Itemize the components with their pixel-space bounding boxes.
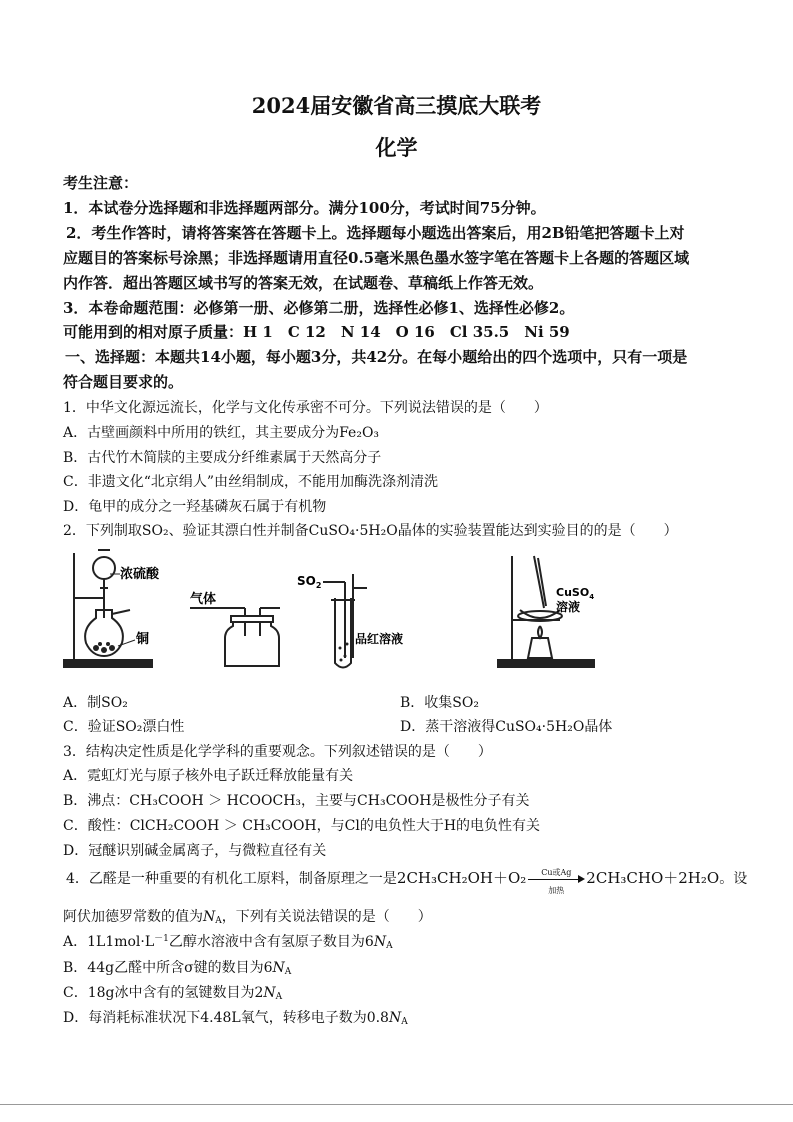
q4-option-b: [63, 958, 291, 978]
q2-a-text: A．制: [63, 695, 102, 711]
gt-sign: ＞: [219, 818, 243, 834]
ch3cooh-formula: CH₃COOH: [357, 793, 432, 809]
clch2cooh-formula: ClCH₂COOH: [129, 818, 220, 834]
page-bottom-rule: [0, 1104, 793, 1105]
notice-item-1: 1．本试卷分选择题和非选择题两部分。满分100分，考试时间75分钟。: [63, 199, 546, 217]
notice-heading: 考生注意：: [63, 174, 139, 192]
q2-stem-mid: 、验证其漂白性并制备: [168, 523, 309, 539]
fe2o3-formula: Fe₂O₃: [339, 425, 380, 441]
q3-option-d: D．冠醚识别碱金属离子，与微粒直径有关: [63, 843, 327, 859]
apparatus-b-figure: [185, 548, 285, 673]
notice-item-2-cont2: 内作答．超出答题区域书写的答案无效，在试题卷、草稿纸上作答无效。: [63, 274, 544, 292]
test-tube: [335, 598, 351, 668]
subject-title: 化学: [375, 135, 418, 160]
stand-base-d: [498, 660, 594, 667]
na-sub: A: [215, 916, 222, 926]
q3-b-pre: B．沸点：: [63, 793, 130, 809]
q4-line2-pre: 阿伏加德罗常数的值为: [63, 909, 203, 925]
q4-stem-post: 。设: [719, 871, 748, 887]
alcohol-lamp: [528, 638, 552, 658]
section-heading-cont: 符合题目要求的。: [63, 373, 184, 391]
label-cuso4: CuSO$_4$: [556, 586, 595, 601]
ch3cooh-formula: CH₃COOH: [129, 793, 204, 809]
atomic-masses: 可能用到的相对原子质量：H 1 C 12 N 14 O 16 Cl 35.5 Ni 59: [63, 323, 570, 341]
arrow-catalyst: Cu或Ag: [541, 868, 572, 877]
q3-b-post: 是极性分子有关: [431, 793, 530, 809]
label-so2-text: SO: [297, 574, 316, 588]
q4-stem: [66, 868, 748, 895]
label-solution: 溶液: [556, 600, 581, 614]
q2-option-d: [400, 717, 612, 737]
so2-formula: SO₂: [452, 695, 479, 711]
label-pinhong: 品红溶液: [355, 632, 404, 646]
q4-b-pre: B．44g乙醛中所含σ键的数目为6: [63, 960, 273, 976]
reaction-right: 2CH₃CHO＋2H₂O: [586, 869, 720, 887]
na-sub: A: [275, 992, 283, 1002]
q2-d-post: 晶体: [584, 719, 613, 735]
q1-a-text: A．古壁画颜料中所用的铁红，其主要成分为: [63, 425, 340, 441]
q2-option-b: [400, 693, 479, 713]
section-heading: 一、选择题：本题共14小题，每小题3分，共42分。在每小题给出的四个选项中，只有一项是: [65, 348, 688, 366]
arrow-line: [528, 879, 580, 880]
q2-d-pre: D．蒸干溶液得: [400, 719, 496, 735]
q2-stem-pre: 2．下列制取: [63, 523, 142, 539]
gas-bottle: [225, 620, 279, 666]
label-copper: 铜: [136, 632, 150, 647]
apparatus-c-figure: [295, 548, 404, 673]
label-gas: 气体: [190, 592, 217, 607]
q4-stem-line2: [63, 907, 432, 927]
exam-title: 2024届安徽省高三摸底大联考: [251, 93, 542, 118]
q2-c-post: 漂白性: [142, 719, 185, 735]
dropping-funnel: [93, 557, 115, 579]
q4-option-d: [63, 1008, 408, 1028]
q3-stem: 3．结构决定性质是化学学科的重要观念。下列叙述错误的是（ ）: [63, 744, 492, 760]
label-conc-acid: 浓硫酸: [120, 567, 160, 582]
q4-d-pre: D．每消耗标准状况下4.48L氧气，转移电子数为0.8: [63, 1010, 389, 1026]
so2-formula: SO₂: [101, 695, 128, 711]
q1-option-d: D．龟甲的成分之一羟基磷灰石属于有机物: [63, 499, 327, 515]
cuso4-formula: CuSO₄·5H₂O: [495, 719, 585, 735]
label-cuso4-text: CuSO: [556, 586, 590, 599]
q3-option-b: [63, 791, 529, 811]
stand-base: [64, 660, 152, 667]
na-symbol: N: [388, 1010, 402, 1026]
q2-stem: [63, 521, 678, 541]
q2-c-pre: C．验证: [63, 719, 116, 735]
q2-option-c: [63, 717, 184, 737]
na-sub: A: [401, 1017, 408, 1027]
q1-option-b: B．古代竹木简牍的主要成分纤维素属于天然高分子: [63, 450, 382, 466]
q4-a-post: 乙醇水溶液中含有氢原子数目为6: [168, 934, 374, 950]
notice-item-2: 2．考生作答时，请将答案答在答题卡上。选择题每小题选出答案后，用2B铅笔把答题卡上对: [66, 224, 685, 242]
cuso4-formula: CuSO₄·5H₂O: [308, 523, 398, 539]
q3-b-mid: ，主要与: [301, 793, 358, 809]
q1-stem: 1．中华文化源远流长，化学与文化传承密不可分。下列说法错误的是（ ）: [63, 400, 548, 416]
neg1-sup: －1: [154, 934, 169, 944]
q2-option-a: [63, 693, 128, 713]
q4-c-pre: C．18g冰中含有的氢键数目为2: [63, 985, 264, 1001]
q1-option-c: C．非遗文化“北京绢人”由丝绢制成，不能用加酶洗涤剂清洗: [63, 474, 439, 490]
reaction-left: 2CH₃CH₂OH＋O₂: [396, 869, 527, 887]
so2-formula: SO₂: [115, 719, 143, 735]
q2-b-text: B．收集: [400, 695, 453, 711]
q4-a-pre: A．1L1mol·L: [63, 934, 155, 950]
label-so2: $SO_2$: [297, 574, 322, 590]
q3-c-post: ，与Cl的电负性大于H的电负性有关: [316, 818, 541, 834]
notice-item-2-cont: 应题目的答案标号涂黑；非选择题请用直径0.5毫米黑色墨水签字笔在答题卡上各题的答题区域: [63, 249, 690, 267]
na-symbol: N: [263, 985, 276, 1001]
na-symbol: N: [203, 909, 216, 925]
hcooch3-formula: HCOOCH₃: [226, 793, 302, 809]
na-sub: A: [386, 941, 393, 951]
q3-c-pre: C．酸性：: [63, 818, 130, 834]
na-symbol: N: [272, 960, 285, 976]
q4-option-a: [63, 932, 393, 952]
q2-stem-post: 晶体的实验装置能达到实验目的的是（ ）: [397, 523, 678, 539]
apparatus-a-figure: [60, 548, 180, 673]
q4-option-c: [63, 983, 282, 1003]
arrow-condition: 加热: [548, 886, 565, 895]
na-symbol: N: [373, 934, 387, 950]
q3-option-a: A．霓虹灯光与原子核外电子跃迁释放能量有关: [63, 768, 354, 784]
q3-option-c: [63, 816, 540, 836]
q4-line2-post: ，下列有关说法错误的是（ ）: [221, 909, 432, 925]
q1-option-a: [63, 423, 379, 443]
gt-sign: ＞: [203, 793, 227, 809]
q4-stem-pre: 4．乙醛是一种重要的有机化工原料，制备原理之一是: [66, 871, 397, 887]
reaction-arrow: [526, 868, 586, 895]
notice-item-3: 3．本卷命题范围：必修第一册、必修第二册，选择性必修1、选择性必修2。: [63, 299, 575, 317]
ch3cooh-formula: CH₃COOH: [242, 818, 317, 834]
flame: [538, 626, 542, 638]
na-sub: A: [284, 967, 292, 977]
apparatus-d-figure: [490, 548, 600, 673]
so2-formula: SO₂: [141, 523, 169, 539]
